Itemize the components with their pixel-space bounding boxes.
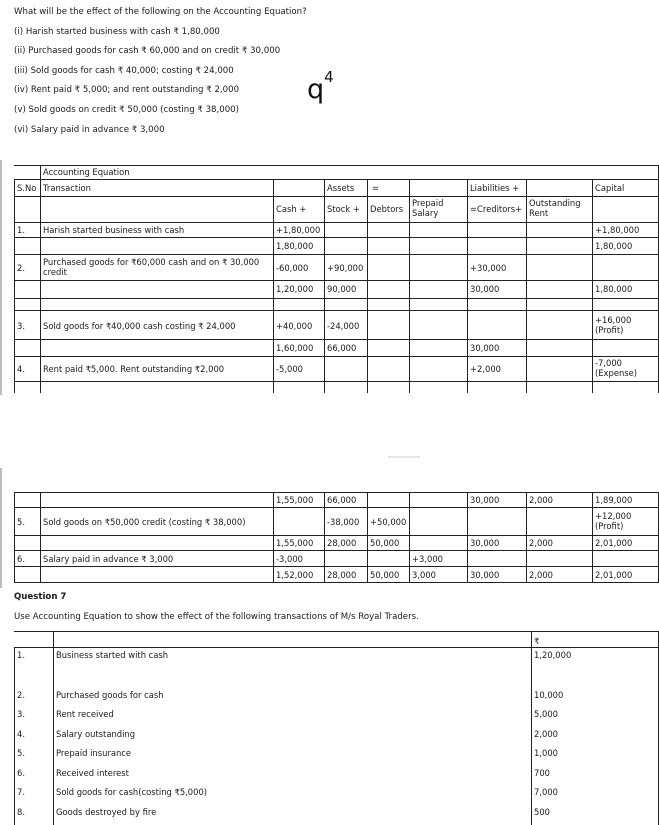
header-debtors: Debtors [370, 204, 404, 214]
cell-debtors: 50,000 [370, 570, 400, 580]
cell-cash: 1,20,000 [276, 284, 314, 294]
question-item: (i) Harish started business with cash ₹ 1,80,000 [14, 27, 220, 37]
cell-cash: 1,55,000 [276, 538, 314, 548]
cell-capital: +1,80,000 [595, 225, 640, 235]
cell-outstanding-rent: 2,000 [529, 570, 553, 580]
cell-debtors: +50,000 [370, 517, 407, 527]
header-stock: Stock + [327, 204, 360, 214]
cell-creditors: 30,000 [470, 495, 500, 505]
cell-capital: 1,89,000 [595, 495, 633, 505]
table-row-sno: 6. [17, 768, 25, 778]
cell-cash: 1,60,000 [276, 343, 314, 353]
question-item: (v) Sold goods on credit ₹ 50,000 (costing ₹ 38,000) [14, 105, 240, 115]
cell-stock: 28,000 [327, 570, 357, 580]
cell-creditors: 30,000 [470, 343, 500, 353]
cell-debtors: 50,000 [370, 538, 400, 548]
header-sno: S.No [17, 183, 37, 193]
cell-stock: -24,000 [327, 321, 360, 331]
question-item: (vi) Salary paid in advance ₹ 3,000 [14, 125, 165, 135]
cell-capital: 2,01,000 [595, 538, 633, 548]
table-row-sno: 4. [17, 729, 25, 739]
table-row-transaction: Sold goods for ₹40,000 cash costing ₹ 24,000 [43, 321, 236, 331]
table-row-sno: 5. [17, 748, 25, 758]
table-row-sno: 2. [17, 690, 25, 700]
table-row-transaction: Purchased goods for ₹60,000 cash and on ₹ 30,000 credit [43, 257, 260, 277]
table-row-amount: 5,000 [534, 709, 558, 719]
table-row-transaction: Prepaid insurance [56, 748, 132, 758]
table-row-sno: 8. [17, 807, 25, 817]
header-assets: Assets [327, 183, 355, 193]
question-item: (iv) Rent paid ₹ 5,000; and rent outstanding ₹ 2,000 [14, 85, 240, 95]
table-row-sno: 3. [17, 709, 25, 719]
table-row-transaction: Received interest [56, 768, 129, 778]
cell-capital: +12,000 (Profit) [595, 511, 632, 531]
cell-stock: -38,000 [327, 517, 360, 527]
cell-capital: 2,01,000 [595, 570, 633, 580]
header-capital: Capital [595, 183, 625, 193]
table-row-transaction: Salary paid in advance ₹ 3,000 [43, 554, 174, 564]
cell-prepaid-salary: 3,000 [412, 570, 436, 580]
header-creditors: =Creditors+ [470, 204, 523, 214]
table-row-sno: 7. [17, 787, 25, 797]
header-liabilities: Liabilities + [470, 183, 520, 193]
cell-cash: -3,000 [276, 554, 303, 564]
table-row-sno: 3. [17, 321, 25, 331]
table-row-sno: 2. [17, 263, 25, 273]
cell-cash: -60,000 [276, 263, 309, 273]
table-row-sno: 1. [17, 650, 25, 660]
header-cash: Cash + [276, 204, 307, 214]
table-row-transaction: Rent paid ₹5,000. Rent outstanding ₹2,000 [43, 364, 225, 374]
currency-symbol: ₹ [534, 636, 540, 646]
cell-stock: 28,000 [327, 538, 357, 548]
table-row-amount: 1,000 [534, 748, 558, 758]
cell-outstanding-rent: 2,000 [529, 495, 553, 505]
cell-outstanding-rent: 2,000 [529, 538, 553, 548]
header-equals: = [372, 183, 380, 193]
cell-cash: +1,80,000 [276, 225, 321, 235]
cell-cash: 1,80,000 [276, 241, 314, 251]
table-row-transaction: Sold goods for cash(costing ₹5,000) [56, 787, 208, 797]
table-row-transaction: Salary outstanding [56, 729, 136, 739]
table-row-sno: 4. [17, 364, 25, 374]
cell-capital: 1,80,000 [595, 284, 633, 294]
question-item: (iii) Sold goods for cash ₹ 40,000; costing ₹ 24,000 [14, 66, 234, 76]
cell-capital: -7,000 (Expense) [595, 358, 638, 378]
cell-creditors: 30,000 [470, 570, 500, 580]
question7-title: Question 7 [14, 592, 67, 602]
cell-stock: 66,000 [327, 343, 357, 353]
table-row-amount: 700 [534, 768, 550, 778]
table-row-transaction: Goods destroyed by fire [56, 807, 157, 817]
table-row-transaction: Sold goods on ₹50,000 credit (costing ₹ 38,000) [43, 517, 246, 527]
cell-cash: 1,52,000 [276, 570, 314, 580]
cell-creditors: 30,000 [470, 284, 500, 294]
cell-stock: 90,000 [327, 284, 357, 294]
cell-stock: 66,000 [327, 495, 357, 505]
table-caption: Accounting Equation [43, 167, 130, 177]
cell-capital: +16,000 (Profit) [595, 315, 632, 335]
table-row-sno: 1. [17, 225, 25, 235]
table-row-transaction: Business started with cash [56, 650, 169, 660]
table-row-sno: 5. [17, 517, 25, 527]
table-row-amount: 7,000 [534, 787, 558, 797]
table-row-amount: 10,000 [534, 690, 564, 700]
table-row-amount: 2,000 [534, 729, 558, 739]
question7-instruction: Use Accounting Equation to show the effect of the following transactions of M/s Royal Traders. [14, 612, 419, 622]
table-row-amount: 1,20,000 [534, 650, 572, 660]
cell-cash: 1,55,000 [276, 495, 314, 505]
cell-stock: +90,000 [327, 263, 364, 273]
header-transaction: Transaction [43, 183, 91, 193]
table-row-transaction: Rent received [56, 709, 114, 719]
cell-creditors: 30,000 [470, 538, 500, 548]
table-row-transaction: Harish started business with cash [43, 225, 185, 235]
table-row-sno: 6. [17, 554, 25, 564]
cell-creditors: +30,000 [470, 263, 507, 273]
handwritten-question-marker: $q^4$ [307, 68, 334, 105]
question-item: (ii) Purchased goods for cash ₹ 60,000 and on credit ₹ 30,000 [14, 46, 281, 56]
question-heading: What will be the effect of the following on the Accounting Equation? [14, 7, 307, 17]
cell-cash: -5,000 [276, 364, 303, 374]
cell-outstanding-rent: +2,000 [470, 364, 501, 374]
cell-cash: +40,000 [276, 321, 313, 331]
cell-prepaid-salary: +3,000 [412, 554, 443, 564]
table-row-transaction: Purchased goods for cash [56, 690, 164, 700]
table-row-amount: 500 [534, 807, 550, 817]
cell-capital: 1,80,000 [595, 241, 633, 251]
header-outstanding-rent: Outstanding Rent [529, 198, 581, 218]
header-prepaid-salary: Prepaid Salary [412, 198, 444, 218]
page-break-mark [388, 456, 420, 458]
